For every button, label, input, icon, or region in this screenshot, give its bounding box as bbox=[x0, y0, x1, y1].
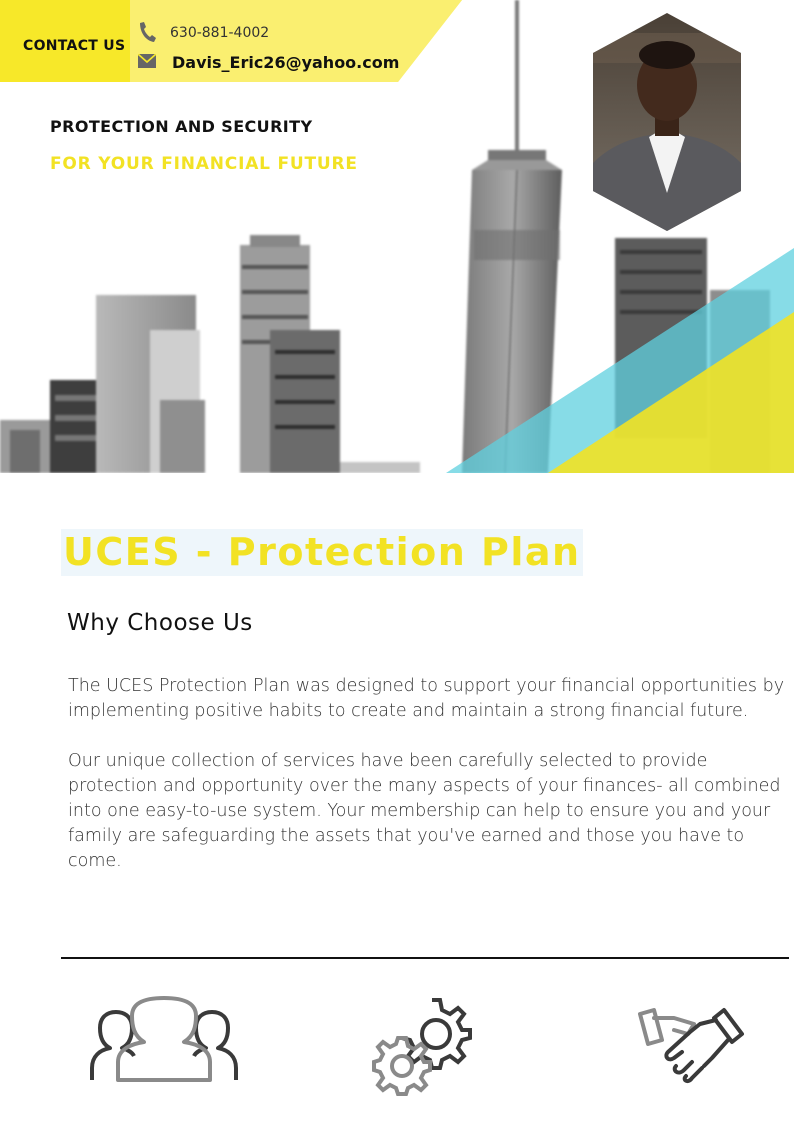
tagline-secondary: FOR YOUR FINANCIAL FUTURE bbox=[50, 154, 358, 174]
plan-title: UCES - Protection Plan bbox=[63, 530, 581, 574]
people-icon bbox=[88, 996, 240, 1084]
phone-icon bbox=[137, 21, 157, 43]
mail-icon bbox=[138, 54, 156, 68]
hero-banner bbox=[0, 0, 794, 473]
services-paragraph: Our unique collection of services have been carefully selected to provide protection and opportunity over the many aspects of your finances- all combined into one easy-to-use system. Your membership can help to ensure you and your family are safeguarding the assets that you've earned and those you have to come. bbox=[68, 751, 781, 871]
email-address[interactable]: Davis_Eric26@yahoo.com bbox=[172, 53, 400, 72]
handshake-icon bbox=[630, 1004, 746, 1084]
portrait-photo bbox=[593, 13, 741, 231]
tagline-primary: PROTECTION AND SECURITY bbox=[50, 117, 313, 136]
contact-us-label: CONTACT US bbox=[23, 38, 126, 54]
gears-icon bbox=[370, 996, 478, 1098]
section-heading-why-choose-us: Why Choose Us bbox=[67, 610, 253, 636]
phone-number[interactable]: 630-881-4002 bbox=[170, 25, 270, 41]
section-divider bbox=[61, 957, 789, 959]
intro-paragraph: The UCES Protection Plan was designed to support your financial opportunities by implementing positive habits to create and maintain a strong financial future. bbox=[68, 676, 785, 721]
